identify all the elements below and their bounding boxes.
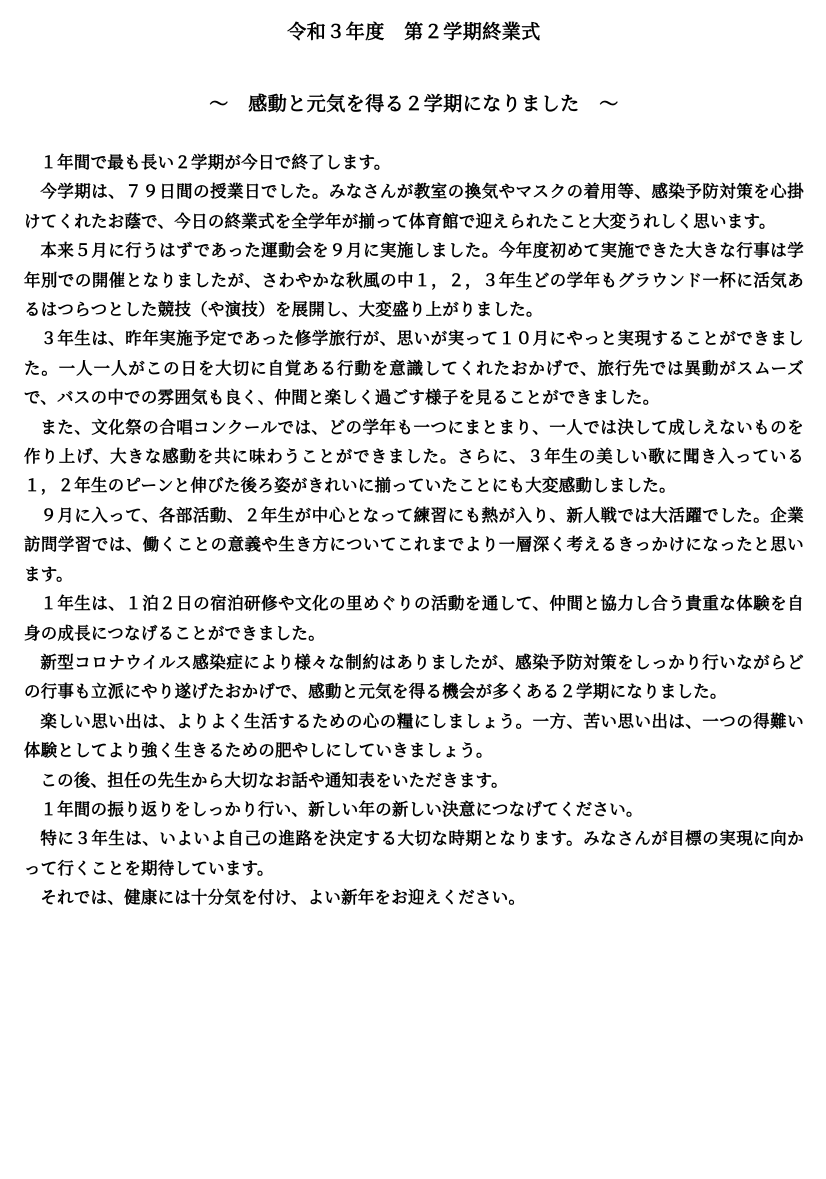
paragraph: ９月に入って、各部活動、２年生が中心となって練習にも熱が入り、新人戦では大活躍でした。企業訪問学習では、働くことの意義や生き方についてこれまでより一層深く考えるきっかけになったと思います。 xyxy=(24,505,804,584)
paragraph: １年間で最も長い２学期が今日で終了します。 xyxy=(40,153,391,172)
document-subtitle: ～ 感動と元気を得る２学期になりました ～ xyxy=(209,93,619,115)
paragraph: また、文化祭の合唱コンクールでは、どの学年も一つにまとまり、一人では決して成しえないものを作り上げ、大きな感動を共に味わうことができました。さらに、３年生の美しい歌に聞き入っている１，２年生のピーンと伸びた後ろ姿がきれいに揃っていたことにも大変感動しました。 xyxy=(24,417,804,496)
paragraph: 本来５月に行うはずであった運動会を９月に実施しました。今年度初めて実施できた大きな行事は学年別での開催となりましたが、さわやかな秋風の中１，２，３年生どの学年もグラウンド一杯に活気あるはつらつとした競技（や演技）を展開し、大変盛り上がりました。 xyxy=(24,241,804,320)
paragraph: 楽しい思い出は、よりよく生活するための心の糧にしましょう。一方、苦い思い出は、一つの得難い体験としてより強く生きるための肥やしにしていきましょう。 xyxy=(24,711,804,761)
paragraph: １年間の振り返りをしっかり行い、新しい年の新しい決意につなげてください。 xyxy=(40,799,643,819)
paragraph: この後、担任の先生から大切なお話や通知表をいただきます。 xyxy=(40,770,508,790)
paragraph: １年生は、１泊２日の宿泊研修や文化の里めぐりの活動を通して、仲間と協力し合う貴重な体験を自身の成長につなげることができました。 xyxy=(24,594,804,643)
paragraph: ３年生は、昨年実施予定であった修学旅行が、思いが実って１０月にやっと実現することができました。一人一人がこの日を大切に自覚ある行動を意識してくれたおかげで、旅行先では異動がスムーズで、バスの中での雰囲気も良く、仲間と楽しく過ごす様子を見ることができました。 xyxy=(24,329,804,408)
document-body xyxy=(24,148,804,913)
document-title: 令和３年度 第２学期終業式 xyxy=(287,21,541,43)
paragraph: それでは、健康には十分気を付け、よい新年をお迎えください。 xyxy=(40,888,526,908)
paragraph: 新型コロナウイルス感染症により様々な制約はありましたが、感染予防対策をしっかり行いながらどの行事も立派にやり遂げたおかげで、感動と元気を得る機会が多くある２学期になりました。 xyxy=(24,652,804,702)
paragraph: 今学期は、７９日間の授業日でした。みなさんが教室の換気やマスクの着用等、感染予防対策を心掛けてくれたお蔭で、今日の終業式を全学年が揃って体育館で迎えられたこと大変うれしく思います。 xyxy=(24,182,804,231)
paragraph: 特に３年生は、いよいよ自己の進路を決定する大切な時期となります。みなさんが目標の実現に向かって行くことを期待しています。 xyxy=(24,829,804,878)
